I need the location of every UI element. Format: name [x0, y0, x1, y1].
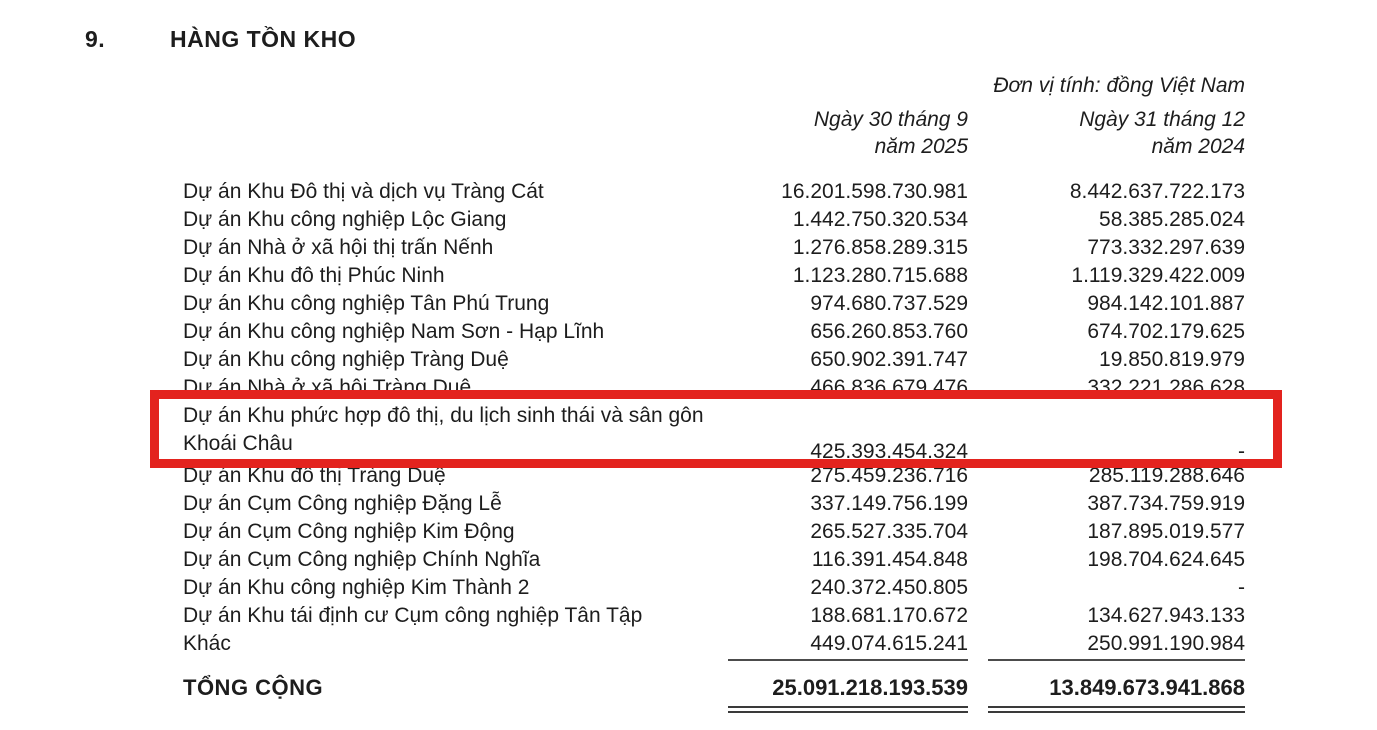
total-label: TỔNG CỘNG: [183, 675, 324, 700]
value-2024: 773.332.297.639: [1087, 236, 1245, 259]
table-rows: [183, 178, 1245, 661]
table-row: [183, 234, 1245, 262]
value-2024: 674.702.179.625: [1087, 320, 1245, 343]
project-label: Dự án Khu đô thị Tràng Duệ: [183, 464, 446, 487]
col-header-2024-line2: năm 2024: [1151, 135, 1245, 158]
table-row: [183, 546, 1245, 574]
value-2024: 984.142.101.887: [1087, 292, 1245, 315]
project-label: Dự án Khu Đô thị và dịch vụ Tràng Cát: [183, 180, 544, 203]
value-2024: 8.442.637.722.173: [1069, 180, 1245, 203]
table-row: [183, 318, 1245, 346]
project-label: Dự án Khu đô thị Phúc Ninh: [183, 264, 445, 287]
value-2024: -: [1238, 440, 1245, 463]
value-2025: 650.902.391.747: [810, 348, 968, 371]
total-row: [183, 673, 1245, 713]
value-2025: 16.201.598.730.981: [781, 180, 968, 203]
table-row: [183, 490, 1245, 518]
total-value-2024: 13.849.673.941.868: [988, 673, 1245, 713]
value-2024: 250.991.190.984: [988, 630, 1245, 661]
col-header-2025-line2: năm 2025: [874, 135, 968, 158]
value-2024: 387.734.759.919: [1087, 492, 1245, 515]
value-2025: 466.836.679.476: [810, 376, 968, 399]
table-row: [183, 574, 1245, 602]
project-label: Dự án Cụm Công nghiệp Chính Nghĩa: [183, 548, 541, 571]
value-2024: 19.850.819.979: [1099, 348, 1245, 371]
table-row: [183, 374, 1245, 402]
value-2025: 275.459.236.716: [810, 464, 968, 487]
value-2024: 134.627.943.133: [1087, 604, 1245, 627]
project-label: Dự án Cụm Công nghiệp Đặng Lễ: [183, 492, 502, 515]
value-2025: 116.391.454.848: [811, 548, 968, 571]
value-2025: 188.681.170.672: [810, 604, 968, 627]
col-header-2025: [728, 106, 968, 160]
value-2025: 974.680.737.529: [810, 292, 968, 315]
project-label: Khác: [183, 632, 231, 655]
value-2024: 58.385.285.024: [1099, 208, 1245, 231]
table-row: [183, 402, 1245, 462]
page-title: HÀNG TỒN KHO: [170, 26, 357, 52]
section-heading: [85, 26, 356, 53]
value-2025: 449.074.615.241: [728, 630, 968, 661]
table-row: [183, 206, 1245, 234]
value-2024: 187.895.019.577: [1087, 520, 1245, 543]
value-2025: 1.123.280.715.688: [792, 264, 968, 287]
col-header-2025-line1: Ngày 30 tháng 9: [813, 108, 968, 131]
unit-note: Đơn vị tính: đồng Việt Nam: [993, 74, 1245, 97]
project-label: Dự án Khu công nghiệp Tràng Duệ: [183, 348, 509, 371]
value-2025: 240.372.450.805: [810, 576, 968, 599]
table-row: [183, 262, 1245, 290]
value-2025: 337.149.756.199: [810, 492, 968, 515]
table-row: [183, 630, 1245, 661]
table-row: [183, 290, 1245, 318]
inventory-table: [183, 178, 1245, 713]
value-2024: 285.119.288.646: [1088, 464, 1245, 487]
value-2025: 265.527.335.704: [810, 520, 968, 543]
table-row: [183, 178, 1245, 206]
value-2025: 656.260.853.760: [810, 320, 968, 343]
project-label: Dự án Khu công nghiệp Lộc Giang: [183, 208, 507, 231]
table-row: [183, 602, 1245, 630]
table-row: [183, 462, 1245, 490]
project-label: Dự án Nhà ở xã hội thị trấn Nếnh: [183, 236, 494, 259]
section-number: 9.: [85, 26, 106, 52]
table-row: [183, 518, 1245, 546]
value-2024: 1.119.329.422.009: [1071, 264, 1245, 287]
column-headers: [85, 106, 1245, 160]
value-2025: 1.442.750.320.534: [792, 208, 968, 231]
total-value-2025: 25.091.218.193.539: [728, 673, 968, 713]
table-row: [183, 346, 1245, 374]
project-label: Dự án Khu công nghiệp Nam Sơn - Hạp Lĩnh: [183, 320, 605, 343]
project-label: Dự án Cụm Công nghiệp Kim Động: [183, 520, 515, 543]
value-2024: -: [1238, 576, 1245, 599]
col-header-2024: [988, 106, 1245, 160]
value-2024: 198.704.624.645: [1087, 548, 1245, 571]
value-2024: 332.221.286.628: [1087, 376, 1245, 399]
value-2025: 425.393.454.324: [810, 440, 968, 463]
col-header-2024-line1: Ngày 31 tháng 12: [1079, 108, 1245, 131]
project-label: Dự án Khu công nghiệp Tân Phú Trung: [183, 292, 550, 315]
value-2025: 1.276.858.289.315: [792, 236, 968, 259]
project-label: Dự án Nhà ở xã hội Tràng Duệ: [183, 376, 472, 399]
project-label: Dự án Khu công nghiệp Kim Thành 2: [183, 576, 530, 599]
project-label: Dự án Khu phức hợp đô thị, du lịch sinh thái và sân gôn Khoái Châu: [183, 404, 704, 455]
project-label: Dự án Khu tái định cư Cụm công nghiệp Tân Tập: [183, 604, 643, 627]
